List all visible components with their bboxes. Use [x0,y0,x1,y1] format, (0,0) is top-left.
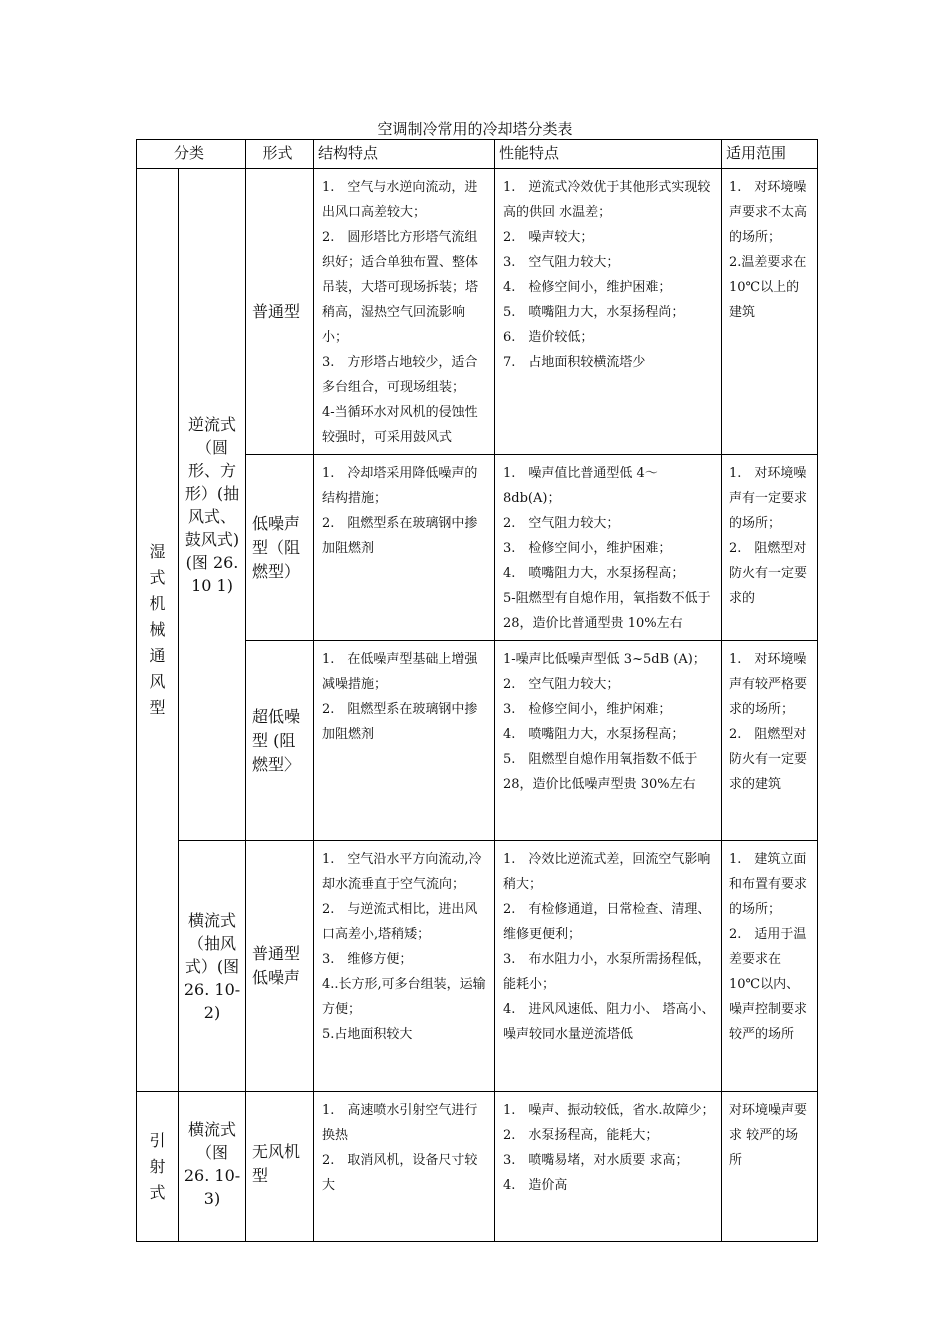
performance-cell: 1. 冷效比逆流式差，回流空气影响稍大； 2. 有检修通道，日常检查、清理、维修更便利； 3. 布水阻力小，水泵所需扬程低，能耗小； 4. 进风风速低、阻力小、 塔高小、噪声较同水量逆流塔低 [495,841,722,1092]
type-crossflow: 普通型低噪声 [246,841,314,1092]
form-counterflow: 逆流式（圆形、方形）(抽风式、鼓风式)(图 26. 10 1) [179,169,246,841]
structure-cell: 1. 空气沿水平方向流动,冷却水流垂直于空气流向； 2. 与逆流式相比，进出风口高差小,塔稍矮； 3. 维修方便； 4..长方形,可多台组装，运输方便； 5.占地面积较大 [314,841,495,1092]
structure-cell: 1. 高速喷水引射空气进行换热 2. 取消风机，设备尺寸较大 [314,1092,495,1242]
cooling-tower-table [136,139,818,1242]
type-ordinary: 普通型 [246,169,314,455]
table-row [137,1092,818,1242]
header-scope: 适用范围 [722,140,818,169]
performance-cell: 1-噪声比低噪声型低 3~5dB (A)； 2. 空气阻力较大； 3. 检修空间小，维护闲难； 4. 喷嘴阻力大，水泵扬程高； 5. 阻燃型自熄作用氧指数不低于 28，造价比低噪声型贵 30%左右 [495,641,722,841]
scope-cell: 1. 对环境噪声有较严格要求的场所； 2. 阻燃型对防火有一定要求的建筑 [722,641,818,841]
type-ultra-low-noise: 超低噪型 (阻燃型〉 [246,641,314,841]
type-low-noise: 低噪声型（阻燃型） [246,455,314,641]
structure-cell: 1. 冷却塔采用降低噪声的结构措施； 2. 阻燃型系在玻璃钢中掺加阻燃剂 [314,455,495,641]
performance-cell: 1. 噪声值比普通型低 4～8db(A)； 2. 空气阻力较大； 3. 检修空间小，维护困难； 4. 喷嘴阻力大，水泵扬程高； 5-阻燃型有自熄作用，氧指数不低于 28，造价比普通型贵 10%左右 [495,455,722,641]
header-row [137,140,818,169]
header-form: 形式 [246,140,314,169]
structure-cell: 1. 在低噪声型基础上增强减噪措施； 2. 阻燃型系在玻璃钢中掺加阻燃剂 [314,641,495,841]
category-wet: 湿 式 机 械 通 风 型 [137,169,179,1092]
category-ejector: 引 射 式 [137,1092,179,1242]
scope-cell: 对环境噪声要求 较严的场所 [722,1092,818,1242]
table-title: 空调制冷常用的冷却塔分类表 [377,120,573,138]
table-row [137,169,818,455]
structure-cell: 1. 空气与水逆向流动，进出风口高差较大； 2. 圆形塔比方形塔气流组织好；适合单独布置、整体吊装，大塔可现场拆装；塔稍高，湿热空气回流影响小； 3. 方形塔占地较少，适合多台组合，可现场组装； 4-当循环水对风机的侵蚀性较强时，可采用鼓风式 [314,169,495,455]
header-category: 分类 [137,140,246,169]
header-performance: 性能特点 [495,140,722,169]
table-row [137,841,818,1092]
performance-cell: 1. 噪声、振动较低，省水.故障少； 2. 水泵扬程高，能耗大； 3. 喷嘴易堵，对水质要 求高； 4. 造价高 [495,1092,722,1242]
form-ejector: 横流式（图 26. 10-3) [179,1092,246,1242]
scope-cell: 1. 建筑立面和布置有要求的场所； 2. 适用于温差要求在 10℃以内、噪声控制要求较严的场所 [722,841,818,1092]
scope-cell: 1. 对环境噪声有一定要求的场所； 2. 阻燃型对防火有一定要求的 [722,455,818,641]
form-crossflow: 横流式（抽风式）(图 26. 10-2) [179,841,246,1092]
header-structure: 结构特点 [314,140,495,169]
type-no-fan: 无风机型 [246,1092,314,1242]
scope-cell: 1. 对环境噪声要求不太高的场所； 2.温差要求在 10℃以上的建筑 [722,169,818,455]
performance-cell: 1. 逆流式冷效优于其他形式实现较高的供回 水温差； 2. 噪声较大； 3. 空气阻力较大； 4. 检修空间小，维护困难； 5. 喷嘴阻力大，水泵扬程尚； 6. 造价较低； 7. 占地面积较横流塔少 [495,169,722,455]
